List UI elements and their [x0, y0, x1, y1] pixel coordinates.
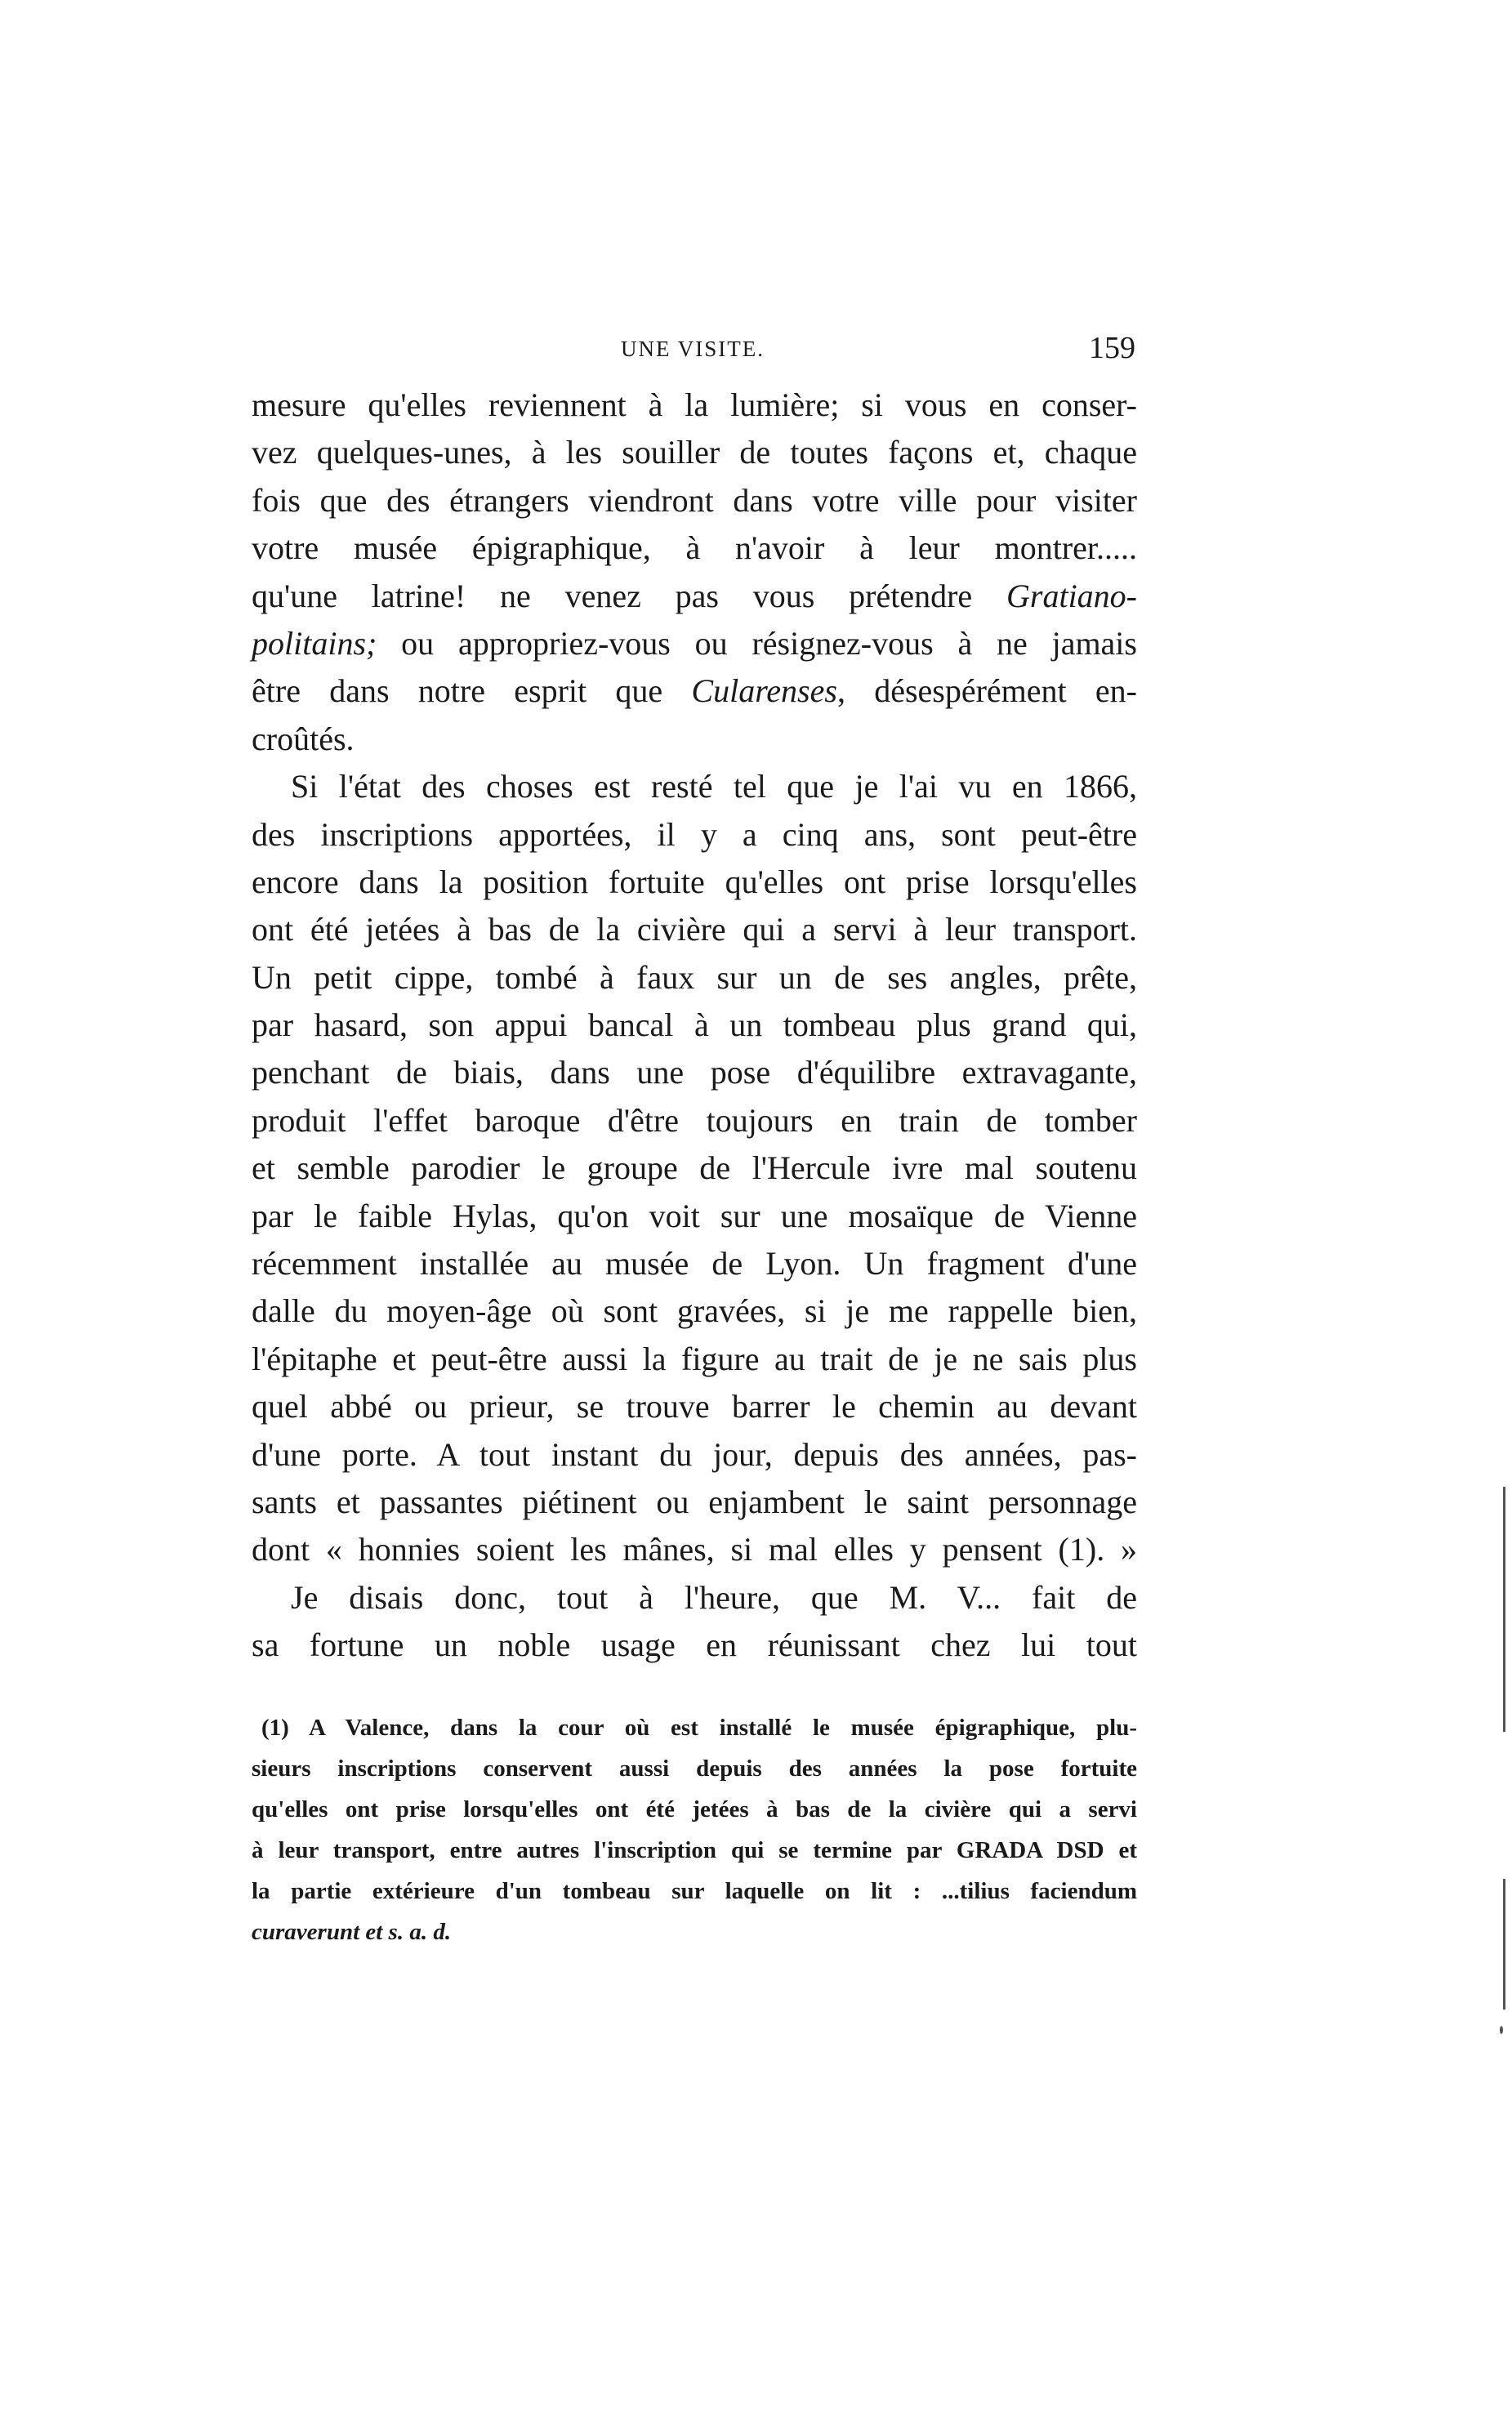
- text-line: quel abbé ou prieur, se trouve barrer le chemin au devant: [252, 1388, 1137, 1425]
- text-line: sa fortune un noble usage en réunissant chez lui tout: [252, 1626, 1137, 1664]
- text-line: par le faible Hylas, qu'on voit sur une mosaïque de Vienne: [252, 1197, 1137, 1234]
- text-line: penchant de biais, dans une pose d'équilibre extravagante,: [252, 1054, 1137, 1091]
- text-line: mesure qu'elles reviennent à la lumière; si vous en conser-: [252, 386, 1137, 423]
- text-line: par hasard, son appui bancal à un tombeau plus grand qui,: [252, 1006, 1137, 1044]
- footnote-line: à leur transport, entre autres l'inscription qui se termine par GRADA DSD et: [252, 1837, 1137, 1863]
- text-line: ont été jetées à bas de la civière qui a servi à leur transport.: [252, 911, 1137, 948]
- paragraph-start-line: Si l'état des choses est resté tel que je l'ai vu en 1866,: [291, 768, 1137, 805]
- text-line: dalle du moyen-âge où sont gravées, si je me rappelle bien,: [252, 1292, 1137, 1330]
- text-line: produit l'effet baroque d'être toujours en train de tomber: [252, 1101, 1137, 1139]
- text-line: l'épitaphe et peut-être aussi la figure au trait de je ne sais plus: [252, 1340, 1137, 1377]
- text-line: croûtés.: [252, 720, 355, 757]
- running-head: [253, 331, 1135, 377]
- scan-edge-mark: [1500, 2026, 1503, 2034]
- text-line: Un petit cippe, tombé à faux sur un de ses angles, prête,: [252, 958, 1137, 996]
- paragraph-start-line: Je disais donc, tout à l'heure, que M. V... fait de: [291, 1578, 1137, 1616]
- footnote-line: sieurs inscriptions conservent aussi depuis des années la pose fortuite: [252, 1756, 1137, 1782]
- italic-politains: politains;: [252, 624, 377, 662]
- running-title: UNE VISITE.: [621, 337, 765, 361]
- text-line: des inscriptions apportées, il y a cinq ans, sont peut-être: [252, 815, 1137, 853]
- text-line: encore dans la position fortuite qu'elles ont prise lorsqu'elles: [252, 863, 1137, 900]
- page-number: 159: [1089, 331, 1135, 365]
- text-line: fois que des étrangers viendront dans votre ville pour visiter: [252, 481, 1137, 519]
- text-line: dont « honnies soient les mânes, si mal elles y pensent (1). »: [252, 1531, 1137, 1568]
- footnote-line: la partie extérieure d'un tombeau sur laquelle on lit : ...tilius faciendum: [252, 1878, 1137, 1904]
- text-line-italic-gratiano: qu'une latrine! ne venez pas vous prétendre Gratiano-: [252, 577, 1137, 614]
- italic-gratiano: Gratiano-: [1006, 577, 1137, 614]
- text-line: et semble parodier le groupe de l'Hercule ivre mal soutenu: [252, 1149, 1137, 1187]
- footnote-line: (1) A Valence, dans la cour où est installé le musée épigraphique, plu-: [261, 1715, 1137, 1741]
- scan-edge-mark: [1503, 1879, 1505, 2010]
- text-line: vez quelques-unes, à les souiller de toutes façons et, chaque: [252, 434, 1137, 471]
- scan-edge-mark: [1503, 1487, 1505, 1732]
- footnote-line: qu'elles ont prise lorsqu'elles ont été jetées à bas de la civière qui a servi: [252, 1796, 1137, 1822]
- text-line: votre musée épigraphique, à n'avoir à leur montrer.....: [252, 529, 1137, 567]
- text-line-italic-politains: politains; ou appropriez-vous ou résignez-vous à ne jamais: [252, 624, 1137, 662]
- footnote: [252, 1707, 1137, 1952]
- text-line: d'une porte. A tout instant du jour, depuis des années, pas-: [252, 1435, 1137, 1473]
- italic-cularenses: Cularenses: [691, 672, 837, 710]
- footnote-line: curaverunt et s. a. d.: [252, 1919, 452, 1945]
- text-line-italic-cularenses: être dans notre esprit que Cularenses, désespérément en-: [252, 672, 1137, 710]
- text-line: récemment installée au musée de Lyon. Un fragment d'une: [252, 1245, 1137, 1283]
- text-line: sants et passantes piétinent ou enjambent le saint personnage: [252, 1483, 1137, 1520]
- body-text: [252, 381, 1137, 1670]
